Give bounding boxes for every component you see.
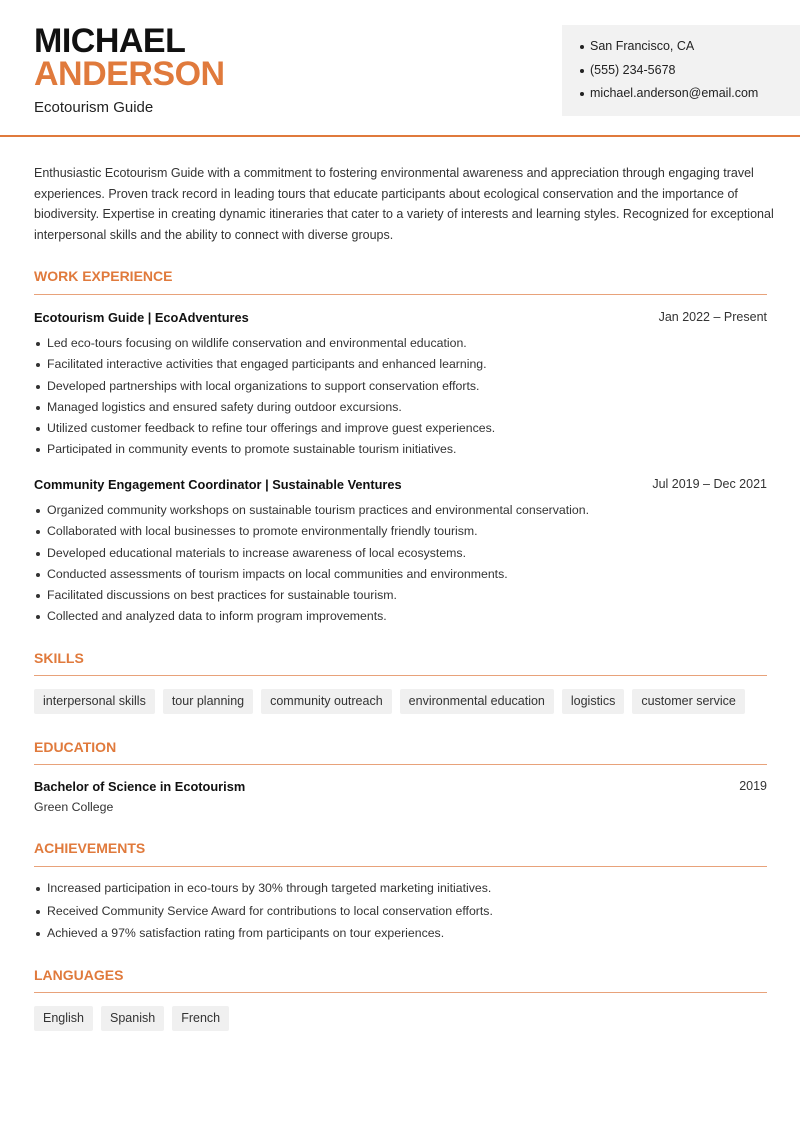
skills-tags bbox=[34, 689, 745, 714]
contact-email[interactable]: michael.anderson@email.com bbox=[580, 85, 758, 109]
job-bullets bbox=[34, 335, 495, 463]
language-tag: Spanish bbox=[101, 1006, 164, 1031]
achievements-list bbox=[34, 880, 493, 948]
job-dates: Jan 2022 – Present bbox=[658, 310, 767, 324]
list-item: Utilized customer feedback to refine tour offerings and improve guest experiences. bbox=[34, 420, 495, 441]
skill-tag: customer service bbox=[632, 689, 744, 714]
last-name: ANDERSON bbox=[34, 55, 225, 93]
language-tag: French bbox=[172, 1006, 229, 1031]
list-item: Led eco-tours focusing on wildlife conservation and environmental education. bbox=[34, 335, 495, 356]
resume-header bbox=[0, 0, 800, 137]
skill-tag: community outreach bbox=[261, 689, 392, 714]
skills-heading: SKILLS bbox=[34, 650, 84, 666]
first-name: MICHAEL bbox=[34, 22, 186, 60]
job-dates: Jul 2019 – Dec 2021 bbox=[652, 477, 767, 491]
list-item: Organized community workshops on sustainable tourism practices and environmental conservation. bbox=[34, 502, 589, 523]
language-tag: English bbox=[34, 1006, 93, 1031]
job-title: Ecotourism Guide bbox=[34, 99, 154, 116]
list-item: Participated in community events to promote sustainable tourism initiatives. bbox=[34, 441, 495, 462]
skill-tag: tour planning bbox=[163, 689, 253, 714]
skill-tag: interpersonal skills bbox=[34, 689, 155, 714]
section-divider bbox=[34, 764, 767, 765]
list-item: Increased participation in eco-tours by 30% through targeted marketing initiatives. bbox=[34, 880, 493, 903]
achievements-heading: ACHIEVEMENTS bbox=[34, 840, 146, 856]
list-item: Managed logistics and ensured safety during outdoor excursions. bbox=[34, 399, 495, 420]
job-title-company: Ecotourism Guide | EcoAdventures bbox=[34, 310, 249, 325]
job-header bbox=[34, 477, 767, 492]
skill-tag: logistics bbox=[562, 689, 624, 714]
work-experience-heading: WORK EXPERIENCE bbox=[34, 268, 173, 284]
list-item: Conducted assessments of tourism impacts on local communities and environments. bbox=[34, 566, 589, 587]
education-heading: EDUCATION bbox=[34, 739, 117, 755]
list-item: Collected and analyzed data to inform program improvements. bbox=[34, 608, 589, 629]
section-divider bbox=[34, 866, 767, 867]
contact-phone: (555) 234-5678 bbox=[580, 62, 758, 86]
list-item: Collaborated with local businesses to promote environmentally friendly tourism. bbox=[34, 523, 589, 544]
section-divider bbox=[34, 675, 767, 676]
list-item: Developed educational materials to increase awareness of local ecosystems. bbox=[34, 545, 589, 566]
job-title-company: Community Engagement Coordinator | Sustainable Ventures bbox=[34, 477, 402, 492]
summary-paragraph: Enthusiastic Ecotourism Guide with a commitment to fostering environmental awareness and appreciation through engaging travel experiences. Proven track record in leading tours that educate participants about ecological conservation and the importance of biodiversity. Expertise in creating dynamic itineraries that cater to a variety of interests and learning styles. Recognized for exceptional interpersonal skills and the ability to connect with diverse groups. bbox=[34, 166, 774, 243]
contact-list bbox=[580, 38, 758, 109]
education-degree: Bachelor of Science in Ecotourism bbox=[34, 779, 246, 794]
language-tags bbox=[34, 1006, 229, 1031]
contact-box bbox=[562, 25, 800, 116]
section-divider bbox=[34, 992, 767, 993]
list-item: Received Community Service Award for contributions to local conservation efforts. bbox=[34, 903, 493, 926]
section-divider bbox=[34, 294, 767, 295]
skill-tag: environmental education bbox=[400, 689, 554, 714]
list-item: Facilitated interactive activities that engaged participants and enhanced learning. bbox=[34, 356, 495, 377]
contact-location: San Francisco, CA bbox=[580, 38, 758, 62]
list-item: Facilitated discussions on best practices for sustainable tourism. bbox=[34, 587, 589, 608]
education-school: Green College bbox=[34, 800, 114, 814]
list-item: Achieved a 97% satisfaction rating from participants on tour experiences. bbox=[34, 925, 493, 948]
education-year: 2019 bbox=[739, 779, 767, 793]
job-header bbox=[34, 310, 767, 325]
job-bullets bbox=[34, 502, 589, 630]
languages-heading: LANGUAGES bbox=[34, 967, 124, 983]
list-item: Developed partnerships with local organizations to support conservation efforts. bbox=[34, 378, 495, 399]
